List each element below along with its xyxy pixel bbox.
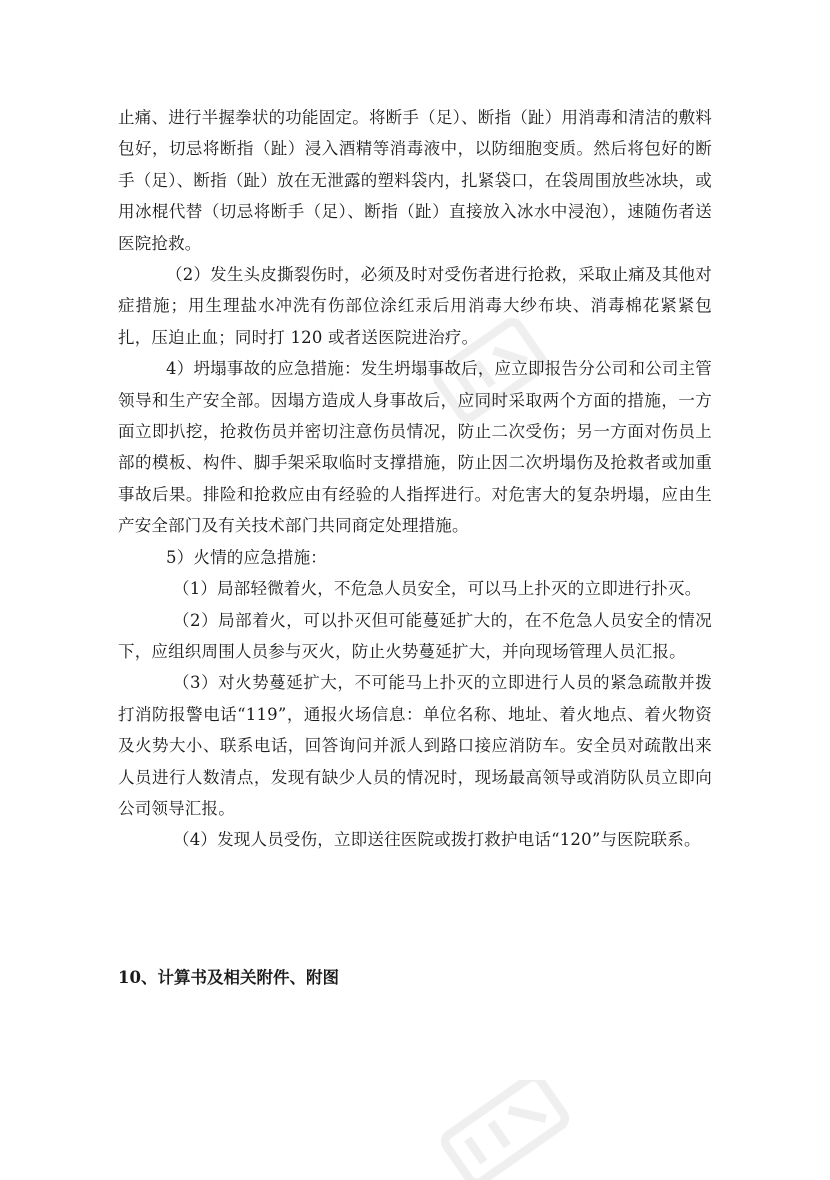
watermark-icon bbox=[430, 1080, 580, 1180]
paragraph-scalp-injury: （2）发生头皮撕裂伤时，必须及时对受伤者进行抢救，采取止痛及其他对症措施；用生理盐水冲洗有伤部位涂红汞后用消毒大纱布块、消毒棉花紧紧包扎，压迫止血；同时打 120 或者送医院进治疗。 bbox=[118, 265, 712, 347]
paragraph-collapse-measures: 4）坍塌事故的应急措施：发生坍塌事故后，应立即报告分公司和公司主管领导和生产安全部。因塌方造成人身事故后，应同时采取两个方面的措施，一方面立即扒挖，抢救伤员并密切注意伤员情况，防止二次受伤；另一方面对伤员上部的模板、构件、脚手架采取临时支撑措施，防止因二次坍塌伤及抢救者或加重事故后果。排险和抢救应由有经验的人指挥进行。对危害大的复杂坍塌，应由生产安全部门及有关技术部门共同商定处理措施。 bbox=[118, 359, 712, 536]
paragraph-fire-local: （2）局部着火，可以扑灭但可能蔓延扩大的，在不危急人员安全的情况下，应组织周围人员参与灭火，防止火势蔓延扩大，并向现场管理人员汇报。 bbox=[118, 610, 712, 661]
paragraph-fire-spreading: （3）对火势蔓延扩大，不可能马上扑灭的立即进行人员的紧急疏散并拨打消防报警电话“119”，通报火场信息：单位名称、地址、着火地点、着火物资及火势大小、联系电话，回答询问并派人到路口接应消防车。安全员对疏散出来人员进行人数清点，发现有缺少人员的情况时，现场最高领导或消防队员立即向公司领导汇报。 bbox=[118, 673, 712, 818]
section-heading: 10、计算书及相关附件、附图 bbox=[118, 968, 339, 987]
paragraph-amputation-care: 止痛、进行半握拳状的功能固定。将断手（足）、断指（趾）用消毒和清洁的敷料包好，切忌将断指（趾）浸入酒精等消毒液中，以防细胞变质。然后将包好的断手（足）、断指（趾）放在无泄露的塑料袋内，扎紧袋口，在袋周围放些冰块，或用冰棍代替（切忌将断手（足）、断指（趾）直接放入冰水中浸泡），速随伤者送医院抢救。 bbox=[118, 108, 712, 253]
body-text bbox=[118, 102, 712, 856]
paragraph-fire-minor: （1）局部轻微着火，不危急人员安全，可以马上扑灭的立即进行扑灭。 bbox=[173, 579, 702, 599]
paragraph-injury-report: （4）发现人员受伤，立即送往医院或拨打救护电话“120”与医院联系。 bbox=[173, 830, 701, 850]
paragraph-fire-measures-title: 5）火情的应急措施： bbox=[166, 547, 327, 567]
